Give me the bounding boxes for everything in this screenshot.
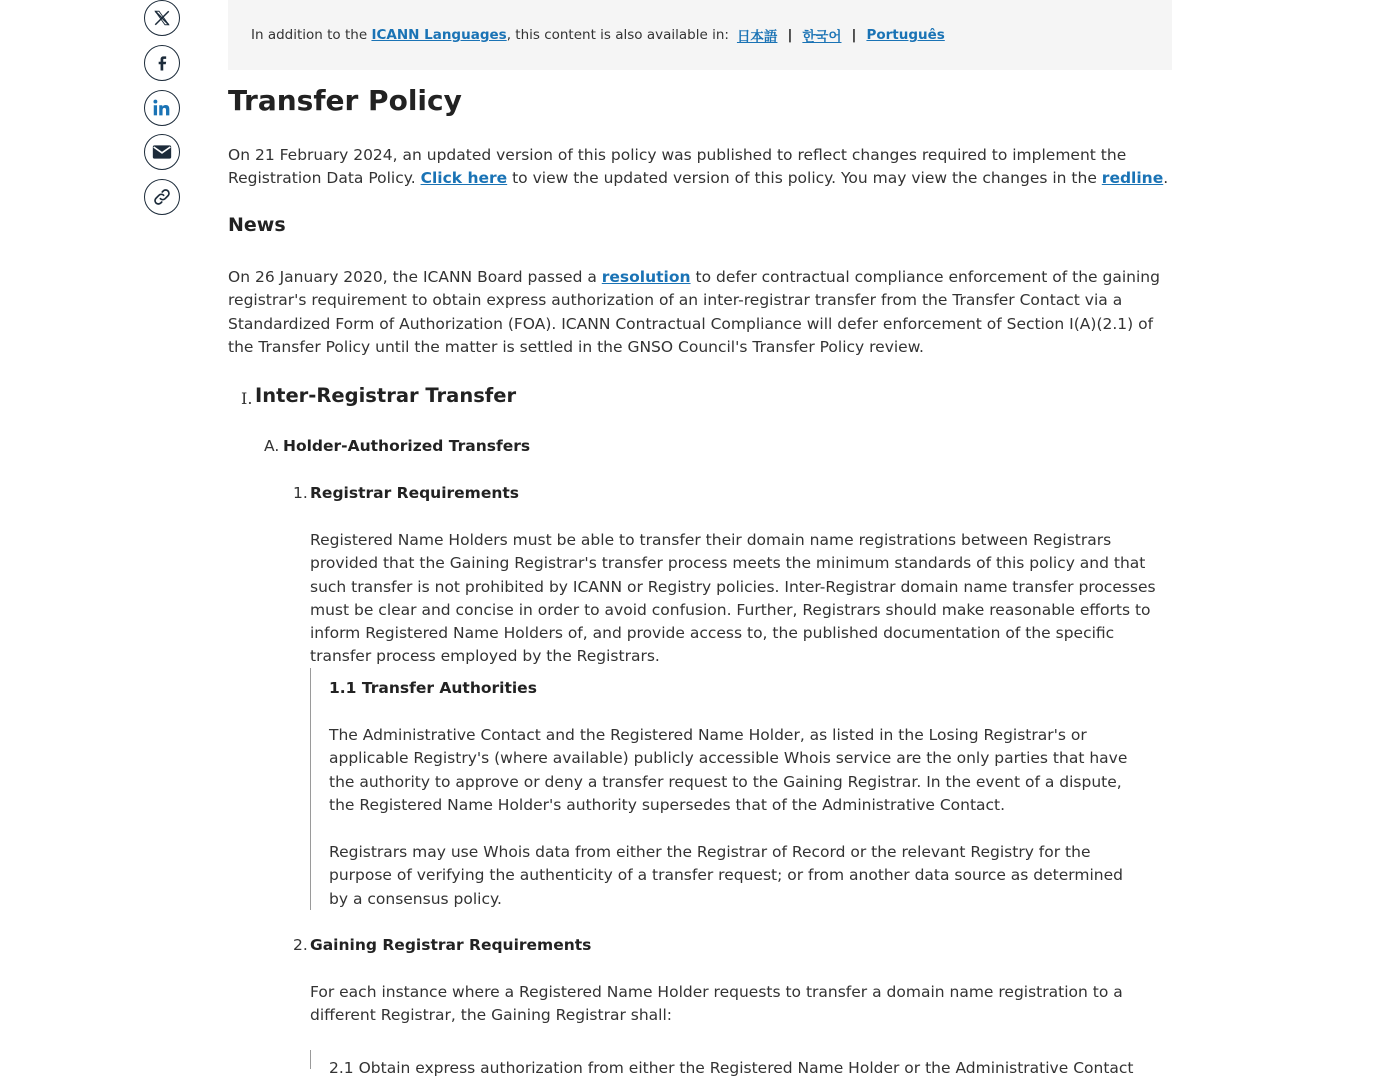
x-twitter-icon (153, 9, 171, 27)
lang-banner-middle: , this content is also available in: (506, 27, 729, 43)
icann-languages-link[interactable]: ICANN Languages (371, 27, 507, 43)
lang-link-korean[interactable]: 한국어 (802, 29, 842, 45)
item-title: Registrar Requirements (310, 484, 520, 502)
news-text-2: to defer contractual compliance enforcement of the gaining registrar's requirement to obtain express authorization of an inter-registrar transfer from the Transfer Contact via a Standardized Form of Authorization (FOA). ICANN Contractual Compliance will defer enforcement of Section I(A)(2.1) of the Transfer Policy until the matter is settled in the GNSO Council's Transfer Policy review. (228, 268, 1160, 356)
link-icon (152, 187, 172, 207)
blockquote-bar (310, 1050, 311, 1069)
news-text-1: On 26 January 2020, the ICANN Board passed a (228, 268, 602, 286)
share-linkedin-button[interactable] (144, 90, 180, 126)
section-marker: I. (241, 389, 253, 408)
news-heading: News (228, 214, 286, 236)
gaining-registrar-body: For each instance where a Registered Name Holder requests to transfer a domain name registration to a different Registrar, the Gaining Registrar shall: (310, 983, 1123, 1025)
item-marker: 2. (293, 936, 308, 954)
blockquote-bar (310, 668, 311, 910)
subsection-marker: A. (264, 437, 280, 455)
intro-paragraph (228, 144, 1172, 191)
share-email-button[interactable] (144, 134, 180, 170)
resolution-link[interactable]: resolution (601, 268, 691, 286)
section-title: Inter-Registrar Transfer (255, 384, 517, 407)
lang-link-portuguese[interactable]: Português (866, 27, 945, 43)
lang-separator: | (851, 27, 857, 43)
click-here-link[interactable]: Click here (420, 169, 508, 188)
transfer-authorities-heading: 1.1 Transfer Authorities (329, 679, 537, 697)
facebook-icon (152, 53, 172, 73)
gaining-registrar-quote-partial: 2.1 Obtain express authorization from either the Registered Name Holder or the Administrative Contact (329, 1059, 1134, 1077)
language-banner (228, 0, 1172, 70)
lang-banner-prefix: In addition to the (251, 27, 372, 43)
intro-text-2: to view the updated version of this policy. You may view the changes in the (507, 169, 1102, 188)
item-marker: 1. (293, 484, 308, 502)
lang-separator: | (787, 27, 793, 43)
page-title: Transfer Policy (228, 84, 462, 117)
share-link-button[interactable] (144, 179, 180, 215)
intro-text-3: . (1163, 169, 1169, 188)
transfer-authorities-p2: Registrars may use Whois data from either the Registrar of Record or the relevant Registry for the purpose of verifying the authenticity of a transfer request; or from another data source as determined by a consensus policy. (329, 843, 1123, 908)
envelope-icon (152, 144, 172, 160)
transfer-authorities-p1: The Administrative Contact and the Registered Name Holder, as listed in the Losing Registrar's or applicable Registry's (where available) publicly accessible Whois service are the only parties that have the authority to approve or deny a transfer request to the Gaining Registrar. In the event of a dispute, the Registered Name Holder's authority supersedes that of the Administrative Contact. (329, 726, 1128, 814)
subsection-title: Holder-Authorized Transfers (283, 437, 531, 455)
news-paragraph (228, 266, 1172, 359)
lang-link-japanese[interactable]: 日本語 (736, 29, 778, 45)
registrar-requirements-body: Registered Name Holders must be able to transfer their domain name registrations between Registrars provided that the Gaining Registrar's transfer process meets the minimum standards of this policy and that such transfer is not prohibited by ICANN or Registry policies. Inter-Registrar domain name transfer processes must be clear and concise in order to avoid confusion. Further, Registrars should make reasonable efforts to inform Registered Name Holders of, and provide access to, the published documentation of the specific transfer process employed by the Registrars. (310, 531, 1156, 666)
linkedin-icon (151, 97, 173, 119)
redline-link[interactable]: redline (1101, 169, 1164, 188)
share-facebook-button[interactable] (144, 45, 180, 81)
item-title: Gaining Registrar Requirements (310, 936, 592, 954)
share-x-button[interactable] (144, 0, 180, 36)
intro-text-1: On 21 February 2024, an updated version of this policy was published to reflect changes required to implement the Registration Data Policy. (228, 146, 1127, 188)
